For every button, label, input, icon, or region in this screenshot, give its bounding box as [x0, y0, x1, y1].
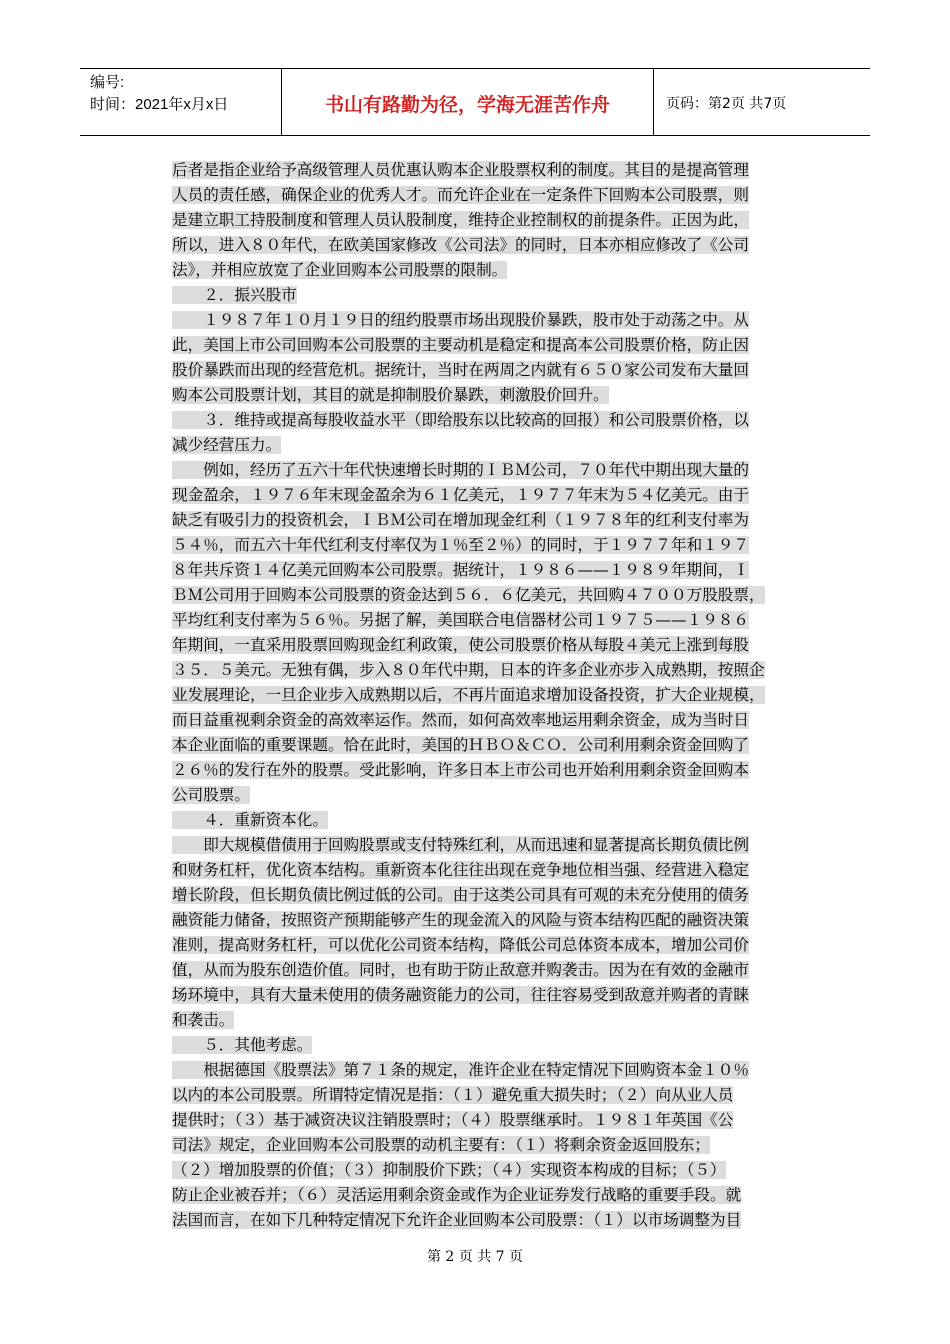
header-number-label: 编号:	[90, 74, 125, 91]
text-line-content: 现金盈余，１９７６年末现金盈余为６１亿美元，１９７７年末为５４亿美元。由于	[172, 486, 749, 504]
text-line-content: 准则，提高财务杠杆，可以优化公司资本结构，降低公司总体资本成本，增加公司价	[172, 936, 749, 954]
text-line	[172, 308, 822, 333]
text-line	[172, 633, 822, 658]
header-meta	[80, 69, 282, 135]
text-line-content: 减少经营压力。	[172, 436, 282, 454]
text-line	[172, 533, 822, 558]
text-line-content: 而日益重视剩余资金的高效率运作。然而，如何高效率地运用剩余资金，成为当时日	[172, 711, 749, 729]
text-line-content: 根据德国《股票法》第７１条的规定，准许企业在特定情况下回购资本金１０％	[172, 1061, 749, 1079]
text-line	[172, 933, 822, 958]
text-line-content: ２６％的发行在外的股票。受此影响，许多日本上市公司也开始利用剩余资金回购本	[172, 761, 749, 779]
text-line-content: ３．维持或提高每股收益水平（即给股东以比较高的回报）和公司股票价格，以	[172, 411, 749, 429]
text-line-content: 此，美国上市公司回购本公司股票的主要动机是稳定和提高本公司股票价格，防止因	[172, 336, 749, 354]
text-line-content: 公司股票。	[172, 786, 250, 804]
text-line	[172, 408, 822, 433]
text-line-content: 购本公司股票计划，其目的就是抑制股价暴跌，刺激股价回升。	[172, 386, 609, 404]
text-line-content: ４．重新资本化。	[172, 811, 328, 829]
text-line	[172, 1083, 822, 1108]
text-line	[172, 608, 822, 633]
text-line-content: 和财务杠杆，优化资本结构。重新资本化往往出现在竞争地位相当强、经营进入稳定	[172, 861, 749, 879]
text-line	[172, 783, 822, 808]
text-line-content: ５４％，而五六十年代红利支付率仅为１％至２％）的同时，于１９７７年和１９７	[172, 536, 749, 554]
text-line	[172, 483, 822, 508]
text-line-content: 即大规模借债用于回购股票或支付特殊红利，从而迅速和显著提高长期负债比例	[172, 836, 749, 854]
text-line-content: １９８７年１０月１９日的纽约股票市场出现股价暴跌，股市处于动荡之中。从	[172, 311, 749, 329]
text-line	[172, 458, 822, 483]
text-line	[172, 558, 822, 583]
text-line	[172, 233, 822, 258]
header-motto-text: 书山有路勤为径，学海无涯苦作舟	[324, 93, 610, 116]
text-line-content: 法》，并相应放宽了企业回购本公司股票的限制。	[172, 261, 508, 279]
text-line	[172, 258, 822, 283]
text-line	[172, 283, 822, 308]
text-line-content: 年期间，一直采用股票回购现金红利政策，使公司股票价格从每股４美元上涨到每股	[172, 636, 749, 654]
footer-page-number: 第 2 页 共 7 页	[426, 1249, 524, 1265]
text-line	[172, 383, 822, 408]
text-line	[172, 858, 822, 883]
text-line-content: 业发展理论，一旦企业步入成熟期以后，不再片面追求增加设备投资，扩大企业规模，	[172, 686, 765, 704]
text-line	[172, 1133, 822, 1158]
text-line	[172, 658, 822, 683]
text-line	[172, 1158, 822, 1183]
text-line	[172, 1008, 822, 1033]
text-line	[172, 583, 822, 608]
text-line	[172, 908, 822, 933]
text-line-content: 增长阶段，但长期负债比例过低的公司。由于这类公司具有可观的未充分使用的债务	[172, 886, 749, 904]
text-line-content: ５．其他考虑。	[172, 1036, 313, 1054]
page-header	[80, 68, 870, 136]
text-line	[172, 758, 822, 783]
text-line	[172, 808, 822, 833]
text-line	[172, 158, 822, 183]
text-line	[172, 1183, 822, 1208]
text-line-content: 提供时；（３）基于减资决议注销股票时；（４）股票继承时。１９８１年英国《公	[172, 1111, 734, 1129]
text-line-content: 后者是指企业给予高级管理人员优惠认购本企业股票权利的制度。其目的是提高管理	[172, 161, 749, 179]
text-line	[172, 983, 822, 1008]
text-line-content: ２．振兴股市	[172, 286, 297, 304]
text-line	[172, 508, 822, 533]
text-line-content: 场环境中，具有大量未使用的债务融资能力的公司，往往容易受到敌意并购者的青睐	[172, 986, 749, 1004]
text-line-content: 本企业面临的重要课题。恰在此时，美国的ＨＢＯ＆ＣＯ．公司利用剩余资金回购了	[172, 736, 749, 754]
text-line	[172, 433, 822, 458]
text-line-content: 所以，进入８０年代，在欧美国家修改《公司法》的同时，日本亦相应修改了《公司	[172, 236, 749, 254]
text-line-content: 以内的本公司股票。所谓特定情况是指：（１）避免重大损失时；（２）向从业人员	[172, 1086, 734, 1104]
document-body	[172, 158, 822, 1233]
text-line-content: 平均红利支付率为５６％。另据了解，美国联合电信器材公司１９７５——１９８６	[172, 611, 749, 629]
text-line	[172, 1108, 822, 1133]
text-line-content: 例如，经历了五六十年代快速增长时期的ＩＢＭ公司，７０年代中期出现大量的	[172, 461, 749, 479]
text-line-content: 防止企业被吞并；（６）灵活运用剩余资金或作为企业证券发行战略的重要手段。就	[172, 1186, 742, 1204]
header-page-label: 页码：第2页 共7页	[666, 96, 787, 112]
text-line-content: 缺乏有吸引力的投资机会，ＩＢＭ公司在增加现金红利（１９７８年的红利支付率为	[172, 511, 749, 529]
text-line	[172, 208, 822, 233]
text-line-content: 是建立职工持股制度和管理人员认股制度，维持企业控制权的前提条件。正因为此，	[172, 211, 749, 229]
text-line-content: ３５．５美元。无独有偶，步入８０年代中期，日本的许多企业亦步入成熟期，按照企	[172, 661, 765, 679]
text-line	[172, 833, 822, 858]
text-line	[172, 883, 822, 908]
text-line-content: 人员的责任感，确保企业的优秀人才。而允许企业在一定条件下回购本公司股票，则	[172, 186, 749, 204]
text-line	[172, 1058, 822, 1083]
text-line	[172, 358, 822, 383]
text-line-content: 股价暴跌而出现的经营危机。据统计，当时在两周之内就有６５０家公司发布大量回	[172, 361, 749, 379]
text-line	[172, 708, 822, 733]
header-page-info	[654, 69, 870, 135]
text-line-content: 和袭击。	[172, 1011, 235, 1029]
text-line-content: ８年共斥资１４亿美元回购本公司股票。据统计，１９８６——１９８９年期间，Ｉ	[172, 561, 749, 579]
text-line	[172, 1033, 822, 1058]
text-line	[172, 958, 822, 983]
header-motto	[282, 69, 654, 135]
text-line	[172, 733, 822, 758]
text-line	[172, 683, 822, 708]
header-date-label: 时间：2021年x月x日	[90, 96, 229, 113]
text-line	[172, 183, 822, 208]
text-line-content: （２）增加股票的价值；（３）抑制股价下跌；（４）实现资本构成的目标；（５）	[172, 1161, 726, 1179]
page-footer	[0, 1246, 950, 1266]
text-line-content: 法国而言，在如下几种特定情况下允许企业回购本公司股票：（１）以市场调整为目	[172, 1211, 742, 1229]
text-line-content: 融资能力储备，按照资产预期能够产生的现金流入的风险与资本结构匹配的融资决策	[172, 911, 749, 929]
text-line-content: 值，从而为股东创造价值。同时，也有助于防止敌意并购袭击。因为在有效的金融市	[172, 961, 749, 979]
text-line-content: ＢＭ公司用于回购本公司股票的资金达到５６．６亿美元，共回购４７００万股股票，	[172, 586, 765, 604]
text-line	[172, 333, 822, 358]
text-line-content: 司法》规定，企业回购本公司股票的动机主要有：（１）将剩余资金返回股东；	[172, 1136, 710, 1154]
text-line	[172, 1208, 822, 1233]
